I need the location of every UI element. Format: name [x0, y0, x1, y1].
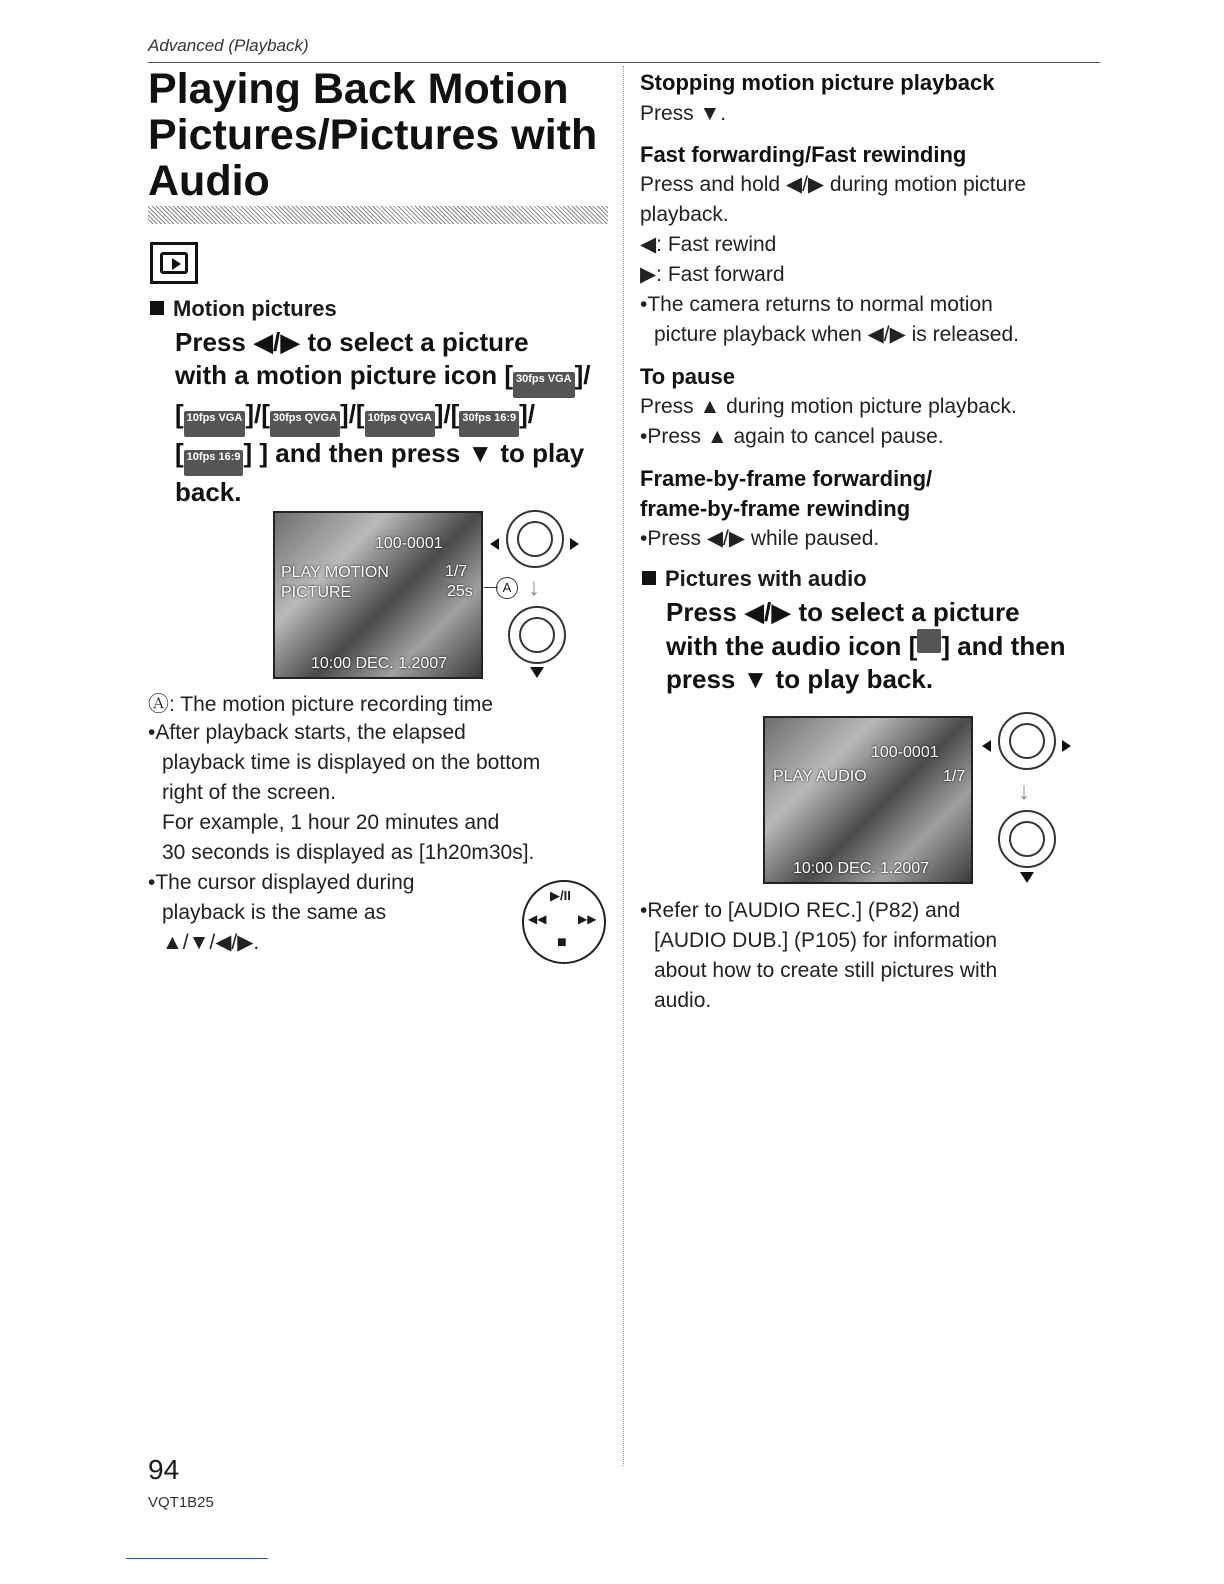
instr-line-4: [ 10fps 16:9 ] ] and then press ▼ to play	[175, 437, 615, 476]
instr-line-3: [ 10fps VGA ]/[ 30fps QVGA ]/[ 10fps QVGA ]/[ 30fps 16:9 ]/	[175, 398, 615, 437]
playback-mode-icon	[150, 242, 198, 284]
pause-body: Press ▲ during motion picture playback. •Press ▲ again to cancel pause.	[640, 395, 1017, 448]
footer-rule	[126, 1558, 268, 1559]
frame-by-frame-title: Frame-by-frame forwarding/ frame-by-frame rewinding	[640, 466, 933, 521]
screen-count: 1/7	[445, 563, 468, 580]
motion-icon-10fps-vga: 10fps VGA	[184, 411, 246, 437]
instr-line-1: Press ◀/▶ to select a picture	[175, 327, 529, 357]
playback-cursor-icon	[522, 880, 606, 964]
frame-by-frame-body: •Press ◀/▶ while paused.	[640, 527, 880, 550]
column-separator	[623, 66, 624, 1466]
refer-note: •Refer to [AUDIO REC.] (P82) and [AUDIO DUB.] (P105) for information about how to create still pictures with audio.	[640, 899, 998, 1012]
audio-down-flow-arrow-icon: ↓	[1018, 778, 1030, 805]
note-a: Ⓐ: The motion picture recording time	[148, 693, 494, 716]
motion-playback-screen	[273, 511, 483, 679]
left-arrow-icon	[490, 538, 499, 550]
cursor-dial-icon	[506, 510, 564, 568]
cursor-note: •The cursor displayed during playback is the same as ▲/▼/◀/▶.	[148, 871, 415, 954]
down-flow-arrow-icon: ↓	[528, 574, 540, 601]
audio-instruction: Press ◀/▶ to select a picture with the audio icon [ ] and then press ▼ to play back.	[666, 597, 1066, 694]
motion-icon-30fps-169: 30fps 16:9	[459, 411, 519, 437]
motion-icon-10fps-169: 10fps 16:9	[184, 450, 244, 476]
audio-screen-date: 10:00 DEC. 1.2007	[793, 860, 930, 877]
cursor-dial-down-icon	[508, 606, 566, 664]
model-code: VQT1B25	[148, 1494, 214, 1511]
audio-down-arrow-icon	[1020, 872, 1034, 883]
elapsed-time-note: •After playback starts, the elapsed playback time is displayed on the bottom right of the screen. For example, 1 hour 20 minutes and 30 seconds is displayed as [1h20m30s].	[148, 721, 541, 864]
screen-rec-time: 25s	[447, 583, 473, 600]
callout-a: A	[496, 577, 518, 599]
page-number: 94	[148, 1454, 180, 1485]
audio-heading: Pictures with audio	[642, 566, 867, 592]
stop-icon: ■	[557, 934, 567, 951]
motion-icon-10fps-qvga: 10fps QVGA	[365, 411, 435, 437]
fast-forward-body: Press and hold ◀/▶ during motion picture playback. ◀: Fast rewind ▶: Fast forward •The camera returns to normal motion picture playback when ◀/▶ is released.	[640, 173, 1026, 346]
section-label: Advanced (Playback)	[148, 36, 309, 55]
motion-icon-30fps-qvga: 30fps QVGA	[270, 411, 340, 437]
audio-cursor-dial-icon	[998, 712, 1056, 770]
motion-instruction	[175, 326, 615, 509]
screen-date: 10:00 DEC. 1.2007	[311, 655, 448, 672]
down-arrow-icon	[530, 667, 544, 678]
audio-cursor-dial-down-icon	[998, 810, 1056, 868]
audio-icon	[917, 629, 941, 653]
audio-right-arrow-icon	[1062, 740, 1071, 752]
stop-playback-title: Stopping motion picture playback	[640, 70, 995, 95]
right-arrow-icon	[570, 538, 579, 550]
fast-forward-icon: ▶▶	[578, 912, 597, 926]
audio-playback-screen	[763, 716, 973, 884]
pause-title: To pause	[640, 364, 735, 389]
fast-forward-title: Fast forwarding/Fast rewinding	[640, 142, 967, 167]
screen-folder: 100-0001	[375, 535, 443, 552]
motion-icon-30fps-vga: 30fps VGA	[513, 372, 575, 398]
audio-screen-mode: PLAY AUDIO	[773, 768, 867, 785]
audio-left-arrow-icon	[982, 740, 991, 752]
page-title: Playing Back Motion Pictures/Pictures with Audio	[148, 65, 598, 205]
title-underline-hatch	[148, 206, 608, 224]
instr-line-2: with a motion picture icon [ 30fps VGA ]/	[175, 359, 615, 398]
motion-pictures-heading: Motion pictures	[150, 296, 337, 322]
audio-screen-count: 1/7	[943, 768, 966, 785]
screen-mode: PLAY MOTION PICTURE	[281, 564, 389, 601]
instr-line-5: back.	[175, 477, 242, 507]
header-rule	[148, 62, 1100, 63]
rewind-icon: ◀◀	[528, 912, 547, 926]
audio-screen-folder: 100-0001	[871, 744, 939, 761]
play-pause-icon: ▶/II	[550, 888, 571, 903]
stop-playback-body: Press ▼.	[640, 102, 727, 125]
